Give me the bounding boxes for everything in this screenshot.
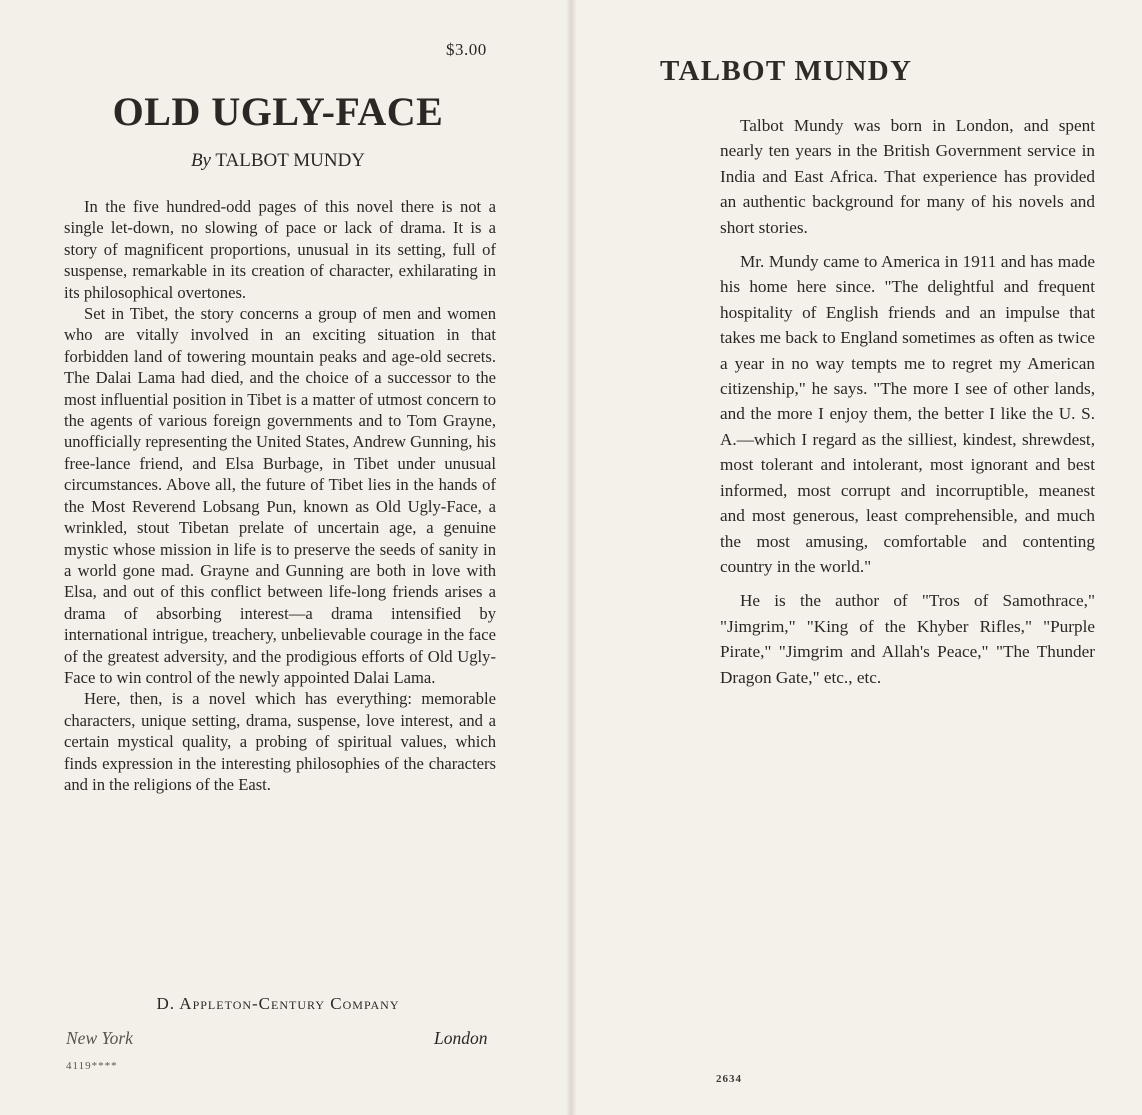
front-flap-code: 4119****: [66, 1060, 118, 1072]
blurb-paragraph: Here, then, is a novel which has everything: memorable characters, unique setting, drama, suspense, love interest, and a certain mystical quality, a probing of spiritual values, which finds expression in the interesting philosophies of the characters and in the religions of the East.: [64, 689, 496, 794]
bio-paragraph: He is the author of "Tros of Samothrace," "Jimgrim," "King of the Khyber Rifles," "Purple Pirate," "Jimgrim and Allah's Peace," "The Thunder Dragon Gate," etc., etc.: [720, 591, 1095, 687]
author-heading: TALBOT MUNDY: [660, 55, 913, 87]
byline: [0, 150, 556, 172]
publisher-city-new-york: New York: [66, 1028, 133, 1048]
flap-fold: [566, 0, 576, 1115]
front-flap-blurb: [64, 196, 496, 795]
bio-paragraph: Mr. Mundy came to America in 1911 and has made his home here since. "The delightful and frequent hospitality of English friends and an impulse that takes me back to England sometimes as often as twice a year in no way tempts me to regret my American citizenship," he says. "The more I see of other lands, and the more I enjoy them, the better I like the U. S. A.—which I regard as the silliest, kindest, shrewdest, most tolerant and intolerant, most ignorant and best informed, most corrupt and incorruptible, meanest and most generous, least comprehensible, and much the most amusing, comfortable and contenting country in the world.": [720, 252, 1095, 576]
publisher-name: D. Appleton-Century Company: [156, 994, 400, 1013]
blurb-paragraph: In the five hundred-odd pages of this novel there is not a single let-down, no slowing of pace or lack of drama. It is a story of magnificent proportions, unusual in its setting, full of suspense, remarkable in its creation of character, exhilarating in its philosophical overtones.: [64, 197, 496, 302]
blurb-paragraph: Set in Tibet, the story concerns a group of men and women who are vitally involved in an exciting situation in that forbidden land of towering mountain peaks and age-old secrets. The Dalai Lama had died, and the choice of a successor to the most influential position in Tibet is a matter of utmost concern to the agents of various foreign governments and to Tom Grayne, unofficially representing the United States, Andrew Gunning, his free-lance friend, and Elsa Burbage, in Tibet under unusual circumstances. Above all, the future of Tibet lies in the hands of the Most Reverend Lobsang Pun, known as Old Ugly-Face, a wrinkled, stout Tibetan prelate of uncertain age, a genuine mystic whose mission in life is to preserve the seeds of sanity in a world gone mad. Grayne and Gunning are both in love with Elsa, and out of this conflict between life-long friends arises a drama of absorbing interest—a drama intensified by international intrigue, treachery, unbelievable courage in the face of the greatest adversity, and the prodigious efforts of Old Ugly-Face to win control of the newly appointed Dalai Lama.: [64, 304, 496, 687]
byline-author: TALBOT MUNDY: [215, 150, 366, 171]
back-flap-code: 2634: [716, 1073, 742, 1085]
author-bio: [720, 113, 1095, 699]
publisher-city-london: London: [434, 1028, 488, 1048]
book-title: OLD UGLY-FACE: [112, 89, 444, 134]
price-label: $3.00: [446, 40, 487, 59]
byline-prefix: By: [190, 150, 211, 171]
bio-paragraph: Talbot Mundy was born in London, and spent nearly ten years in the British Government service in India and East Africa. That experience has provided an authentic background for many of his novels and short stories.: [720, 116, 1095, 237]
